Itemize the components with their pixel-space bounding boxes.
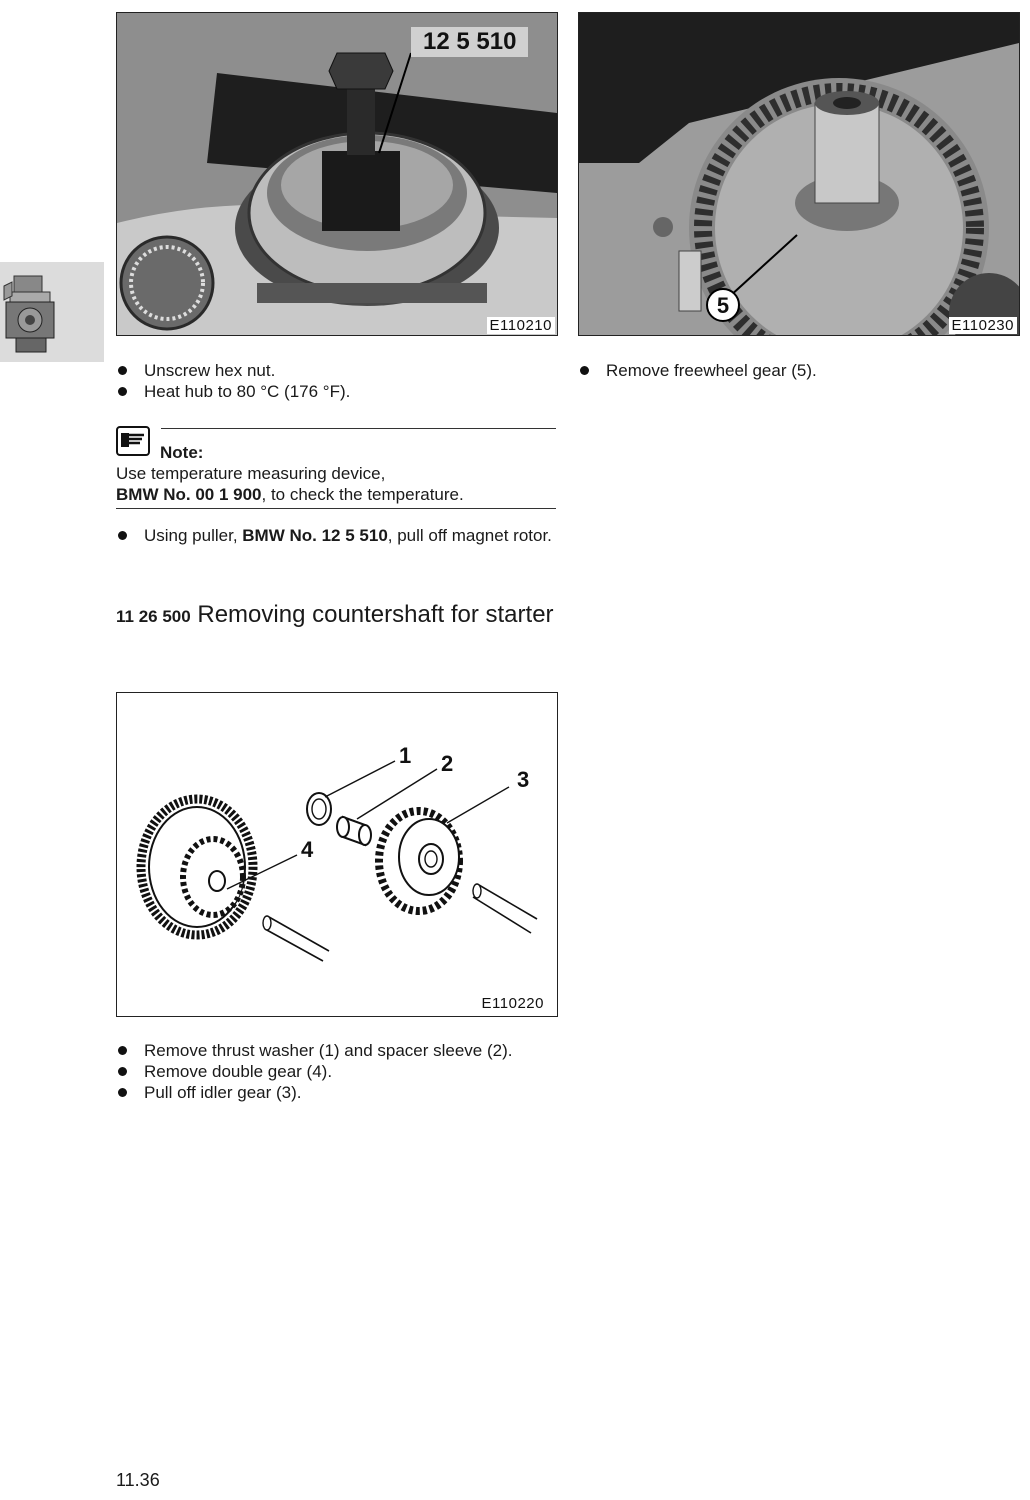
note-top-rule: [161, 428, 556, 429]
engine-thumbnail-icon: [0, 262, 104, 362]
step-item: Remove freewheel gear (5).: [578, 360, 1018, 381]
chapter-tab: [0, 262, 104, 362]
photo-puller-on-rotor: [116, 12, 558, 336]
step-item: [116, 525, 556, 546]
tool-number-label: 12 5 510: [411, 27, 528, 57]
tool-number: BMW No. 00 1 900: [116, 485, 262, 504]
callout-4: 4: [301, 837, 314, 862]
callout-1: 1: [399, 743, 412, 768]
photo-freewheel-gear: [578, 12, 1020, 336]
callout-5: 5: [716, 293, 730, 318]
note-hand-icon: [116, 426, 150, 456]
step-list: [116, 360, 556, 402]
step-item: Remove double gear (4).: [116, 1061, 576, 1082]
page-number: 11.36: [116, 1470, 160, 1490]
note-title: Note:: [160, 443, 204, 462]
step-item: Unscrew hex nut.: [116, 360, 556, 381]
step-item: Pull off idler gear (3).: [116, 1082, 576, 1103]
note-bottom-rule: [116, 508, 556, 509]
step-prefix: Using puller,: [144, 526, 243, 545]
figure-id: E110210: [487, 317, 555, 334]
note-body: [116, 463, 556, 505]
note-line: Use temperature measuring device,: [116, 464, 386, 483]
note-line-rest: , to check the temperature.: [261, 485, 464, 504]
step-list: [116, 525, 556, 546]
callout-3: 3: [517, 767, 530, 792]
step-item: Heat hub to 80 °C (176 °F).: [116, 381, 556, 402]
note-line: [116, 484, 556, 505]
figure-id: E110230: [949, 317, 1017, 334]
step-item: Remove thrust washer (1) and spacer sleeve (2).: [116, 1040, 576, 1061]
step-list: [578, 360, 1018, 381]
section-number: 11 26 500: [116, 607, 191, 626]
tool-number: BMW No. 12 5 510: [242, 526, 388, 545]
step-list: [116, 1040, 576, 1103]
callout-2: 2: [441, 751, 454, 776]
section-title: Removing countershaft for starter: [197, 601, 554, 628]
figure-id: E110220: [479, 995, 547, 1012]
step-suffix: , pull off magnet rotor.: [387, 526, 552, 545]
exploded-diagram: [116, 692, 558, 1017]
section-heading: [116, 602, 556, 630]
